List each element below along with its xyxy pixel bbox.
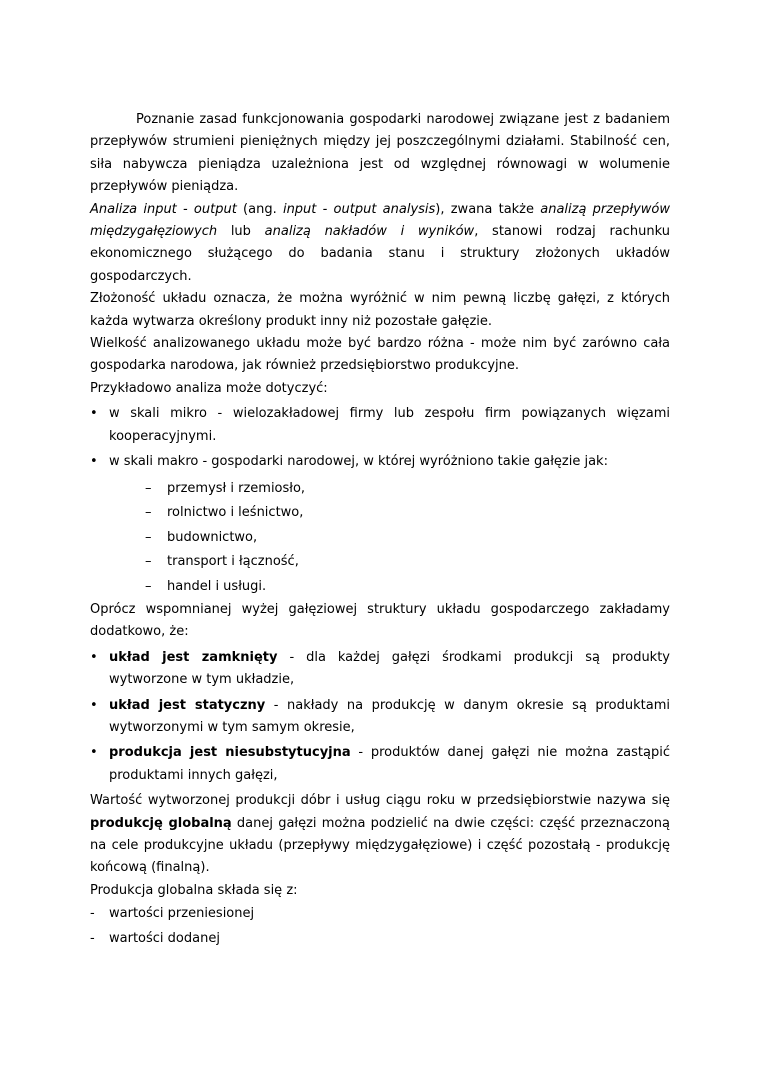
list-item: - wartości dodanej (90, 927, 670, 952)
dash-marker: – (145, 529, 152, 545)
bullet-marker: • (90, 649, 98, 665)
assumption-term: układ jest statyczny (109, 697, 266, 713)
assumptions-list (90, 647, 670, 787)
list-item: • w skali mikro - wielozakładowej firmy lub zespołu firm powiązanych więzami kooperacyjnymi. (90, 403, 670, 448)
dash-marker: – (145, 480, 152, 496)
composition-intro: Produkcja globalna składa się z: (90, 882, 298, 898)
assumption-term: produkcja jest niesubstytucyjna (109, 745, 351, 761)
definition-term: Analiza input - output (90, 201, 237, 217)
definition-alt-term-2: analizą nakładów i wyników (264, 224, 475, 240)
dash-marker: – (145, 578, 152, 594)
example-intro: Przykładowo analiza może dotyczyć: (90, 380, 328, 396)
list-item: - wartości przeniesionej (90, 902, 670, 927)
complexity-paragraph: Złożoność układu oznacza, że można wyróżnić w nim pewną liczbę gałęzi, z których każda wytwarza określony produkt inny niż pozostałe gałęzie. (90, 291, 670, 329)
list-item: – handel i usługi. (90, 575, 670, 600)
list-item: – transport i łączność, (90, 550, 670, 575)
composition-list (90, 902, 670, 951)
bullet-marker: • (90, 454, 98, 470)
list-item: – przemysł i rzemiosło, (90, 477, 670, 502)
hyphen-marker: - (90, 906, 95, 922)
intro-paragraph: Poznanie zasad funkcjonowania gospodarki narodowej związane jest z badaniem przepływów strumieni pieniężnych między jej poszczególnymi działami. Stabilność cen, siła nabywcza pieniądza uzależniona jest od względnej równowagi w wolumenie przepływów pieniądza. (90, 112, 670, 195)
list-item: • układ jest statyczny - nakłady na produkcję w danym okresie są produktami wytworzonymi w tym samym okresie, (90, 695, 670, 740)
bullet-marker: • (90, 745, 98, 761)
bullet-marker: • (90, 406, 98, 422)
size-paragraph: Wielkość analizowanego układu może być bardzo różna - może nim być zarówno cała gospodarka narodowa, jak również przedsiębiorstwo produkcyjne. (90, 336, 670, 374)
scope-list (90, 403, 670, 473)
bullet-marker: • (90, 697, 98, 713)
document-body (90, 109, 670, 951)
list-item: – rolnictwo i leśnictwo, (90, 501, 670, 526)
dash-marker: – (145, 505, 152, 520)
list-item: – budownictwo, (90, 526, 670, 551)
assumptions-intro: Oprócz wspomnianej wyżej gałęziowej struktury układu gospodarczego zakładamy dodatkowo, że: (90, 602, 670, 640)
hyphen-marker: - (90, 930, 95, 946)
global-production-term: produkcję globalną (90, 815, 232, 831)
list-item: • w skali makro - gospodarki narodowej, w której wyróżniono takie gałęzie jak: (90, 451, 670, 473)
definition-english-term: input - output analysis (282, 201, 436, 217)
list-item: • produkcja jest niesubstytucyjna - produktów danej gałęzi nie można zastąpić produktami innych gałęzi, (90, 742, 670, 787)
assumption-term: układ jest zamknięty (109, 649, 278, 665)
definition-alt-term-1: analizą przepływów międzygałęziowych (90, 201, 670, 240)
definition-paragraph: Analiza input - output (ang. input - output analysis), zwana także analizą przepływów międzygałęziowych lub analizą nakładów i wyników, stanowi rodzaj rachunku ekonomicznego służącego do badania stanu i struktury złożonych układów gospodarczych. (90, 201, 670, 284)
global-production-paragraph: Wartość wytworzonej produkcji dóbr i usług ciągu roku w przedsiębiorstwie nazywa się produkcję globalną danej gałęzi można podzielić na dwie części: część przeznaczoną na cele produkcyjne układu (przepływy międzygałęziowe) i część pozostałą - produkcję końcową (finalną). (90, 793, 670, 876)
branches-list (90, 477, 670, 600)
dash-marker: – (145, 554, 152, 569)
list-item: • układ jest zamknięty - dla każdej gałęzi środkami produkcji są produkty wytworzone w tym układzie, (90, 647, 670, 692)
